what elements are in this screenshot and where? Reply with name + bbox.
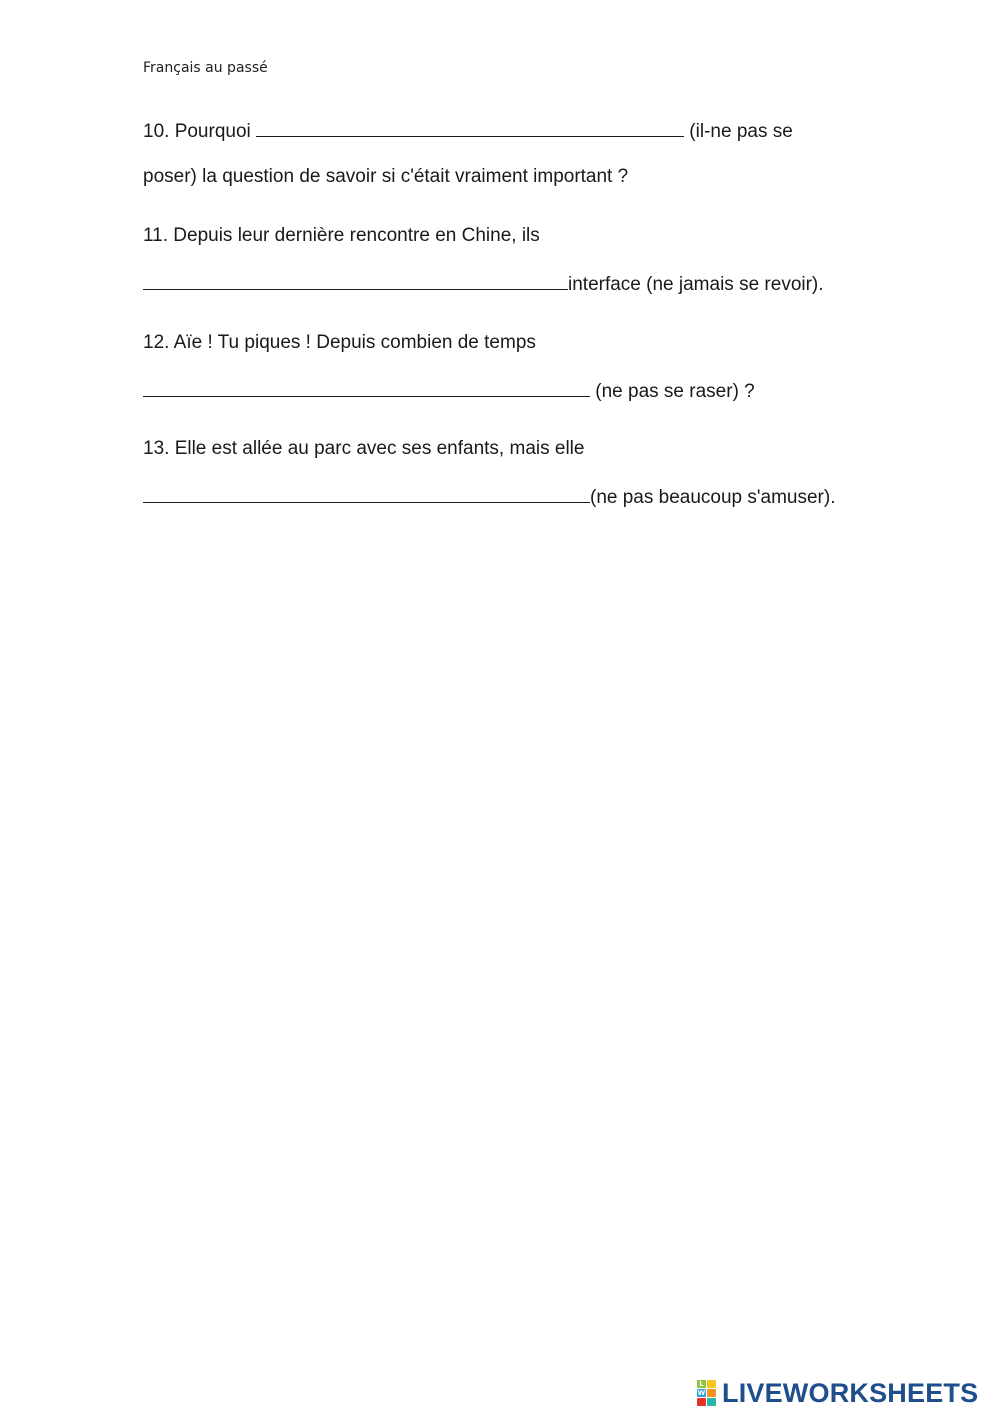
- exercise-10-line-2: poser) la question de savoir si c'était vraiment important ?: [143, 166, 629, 187]
- logo-icon-square: [707, 1380, 716, 1388]
- exercise-11-line-1: 11. Depuis leur dernière rencontre en Chine, ils: [143, 225, 540, 246]
- logo-icon-square: [697, 1398, 706, 1406]
- exercise-10-prefix: 10. Pourquoi: [143, 121, 257, 142]
- liveworksheets-logo-icon: [697, 1380, 719, 1408]
- exercise-10-line-1: [143, 118, 793, 144]
- exercise-13-line-2: [143, 484, 836, 510]
- exercise-12-answer-blank[interactable]: [143, 378, 590, 397]
- logo-icon-square: [707, 1389, 716, 1397]
- logo-icon-square-w: W: [697, 1388, 706, 1397]
- exercise-13-answer-blank[interactable]: [143, 484, 590, 503]
- exercise-12-line-1: 12. Aïe ! Tu piques ! Depuis combien de temps: [143, 332, 536, 353]
- page-header-title: Français au passé: [143, 60, 268, 76]
- exercise-12-line-2: [143, 378, 755, 404]
- exercise-12-hint: (ne pas se raser) ?: [590, 381, 755, 402]
- liveworksheets-logo: [697, 1378, 978, 1409]
- logo-icon-square-l: L: [697, 1380, 706, 1388]
- liveworksheets-logo-text: LIVEWORKSHEETS: [722, 1378, 979, 1408]
- exercise-13-hint: (ne pas beaucoup s'amuser).: [590, 487, 836, 508]
- logo-icon-square: [707, 1398, 716, 1406]
- exercise-13-line-1: 13. Elle est allée au parc avec ses enfants, mais elle: [143, 438, 585, 459]
- exercise-11-line-2: [143, 271, 824, 297]
- exercise-11-hint: interface (ne jamais se revoir).: [568, 274, 824, 295]
- exercise-10-hint: (il-ne pas se: [684, 121, 793, 142]
- exercise-10-answer-blank[interactable]: [256, 118, 684, 137]
- exercise-11-answer-blank[interactable]: [143, 271, 568, 290]
